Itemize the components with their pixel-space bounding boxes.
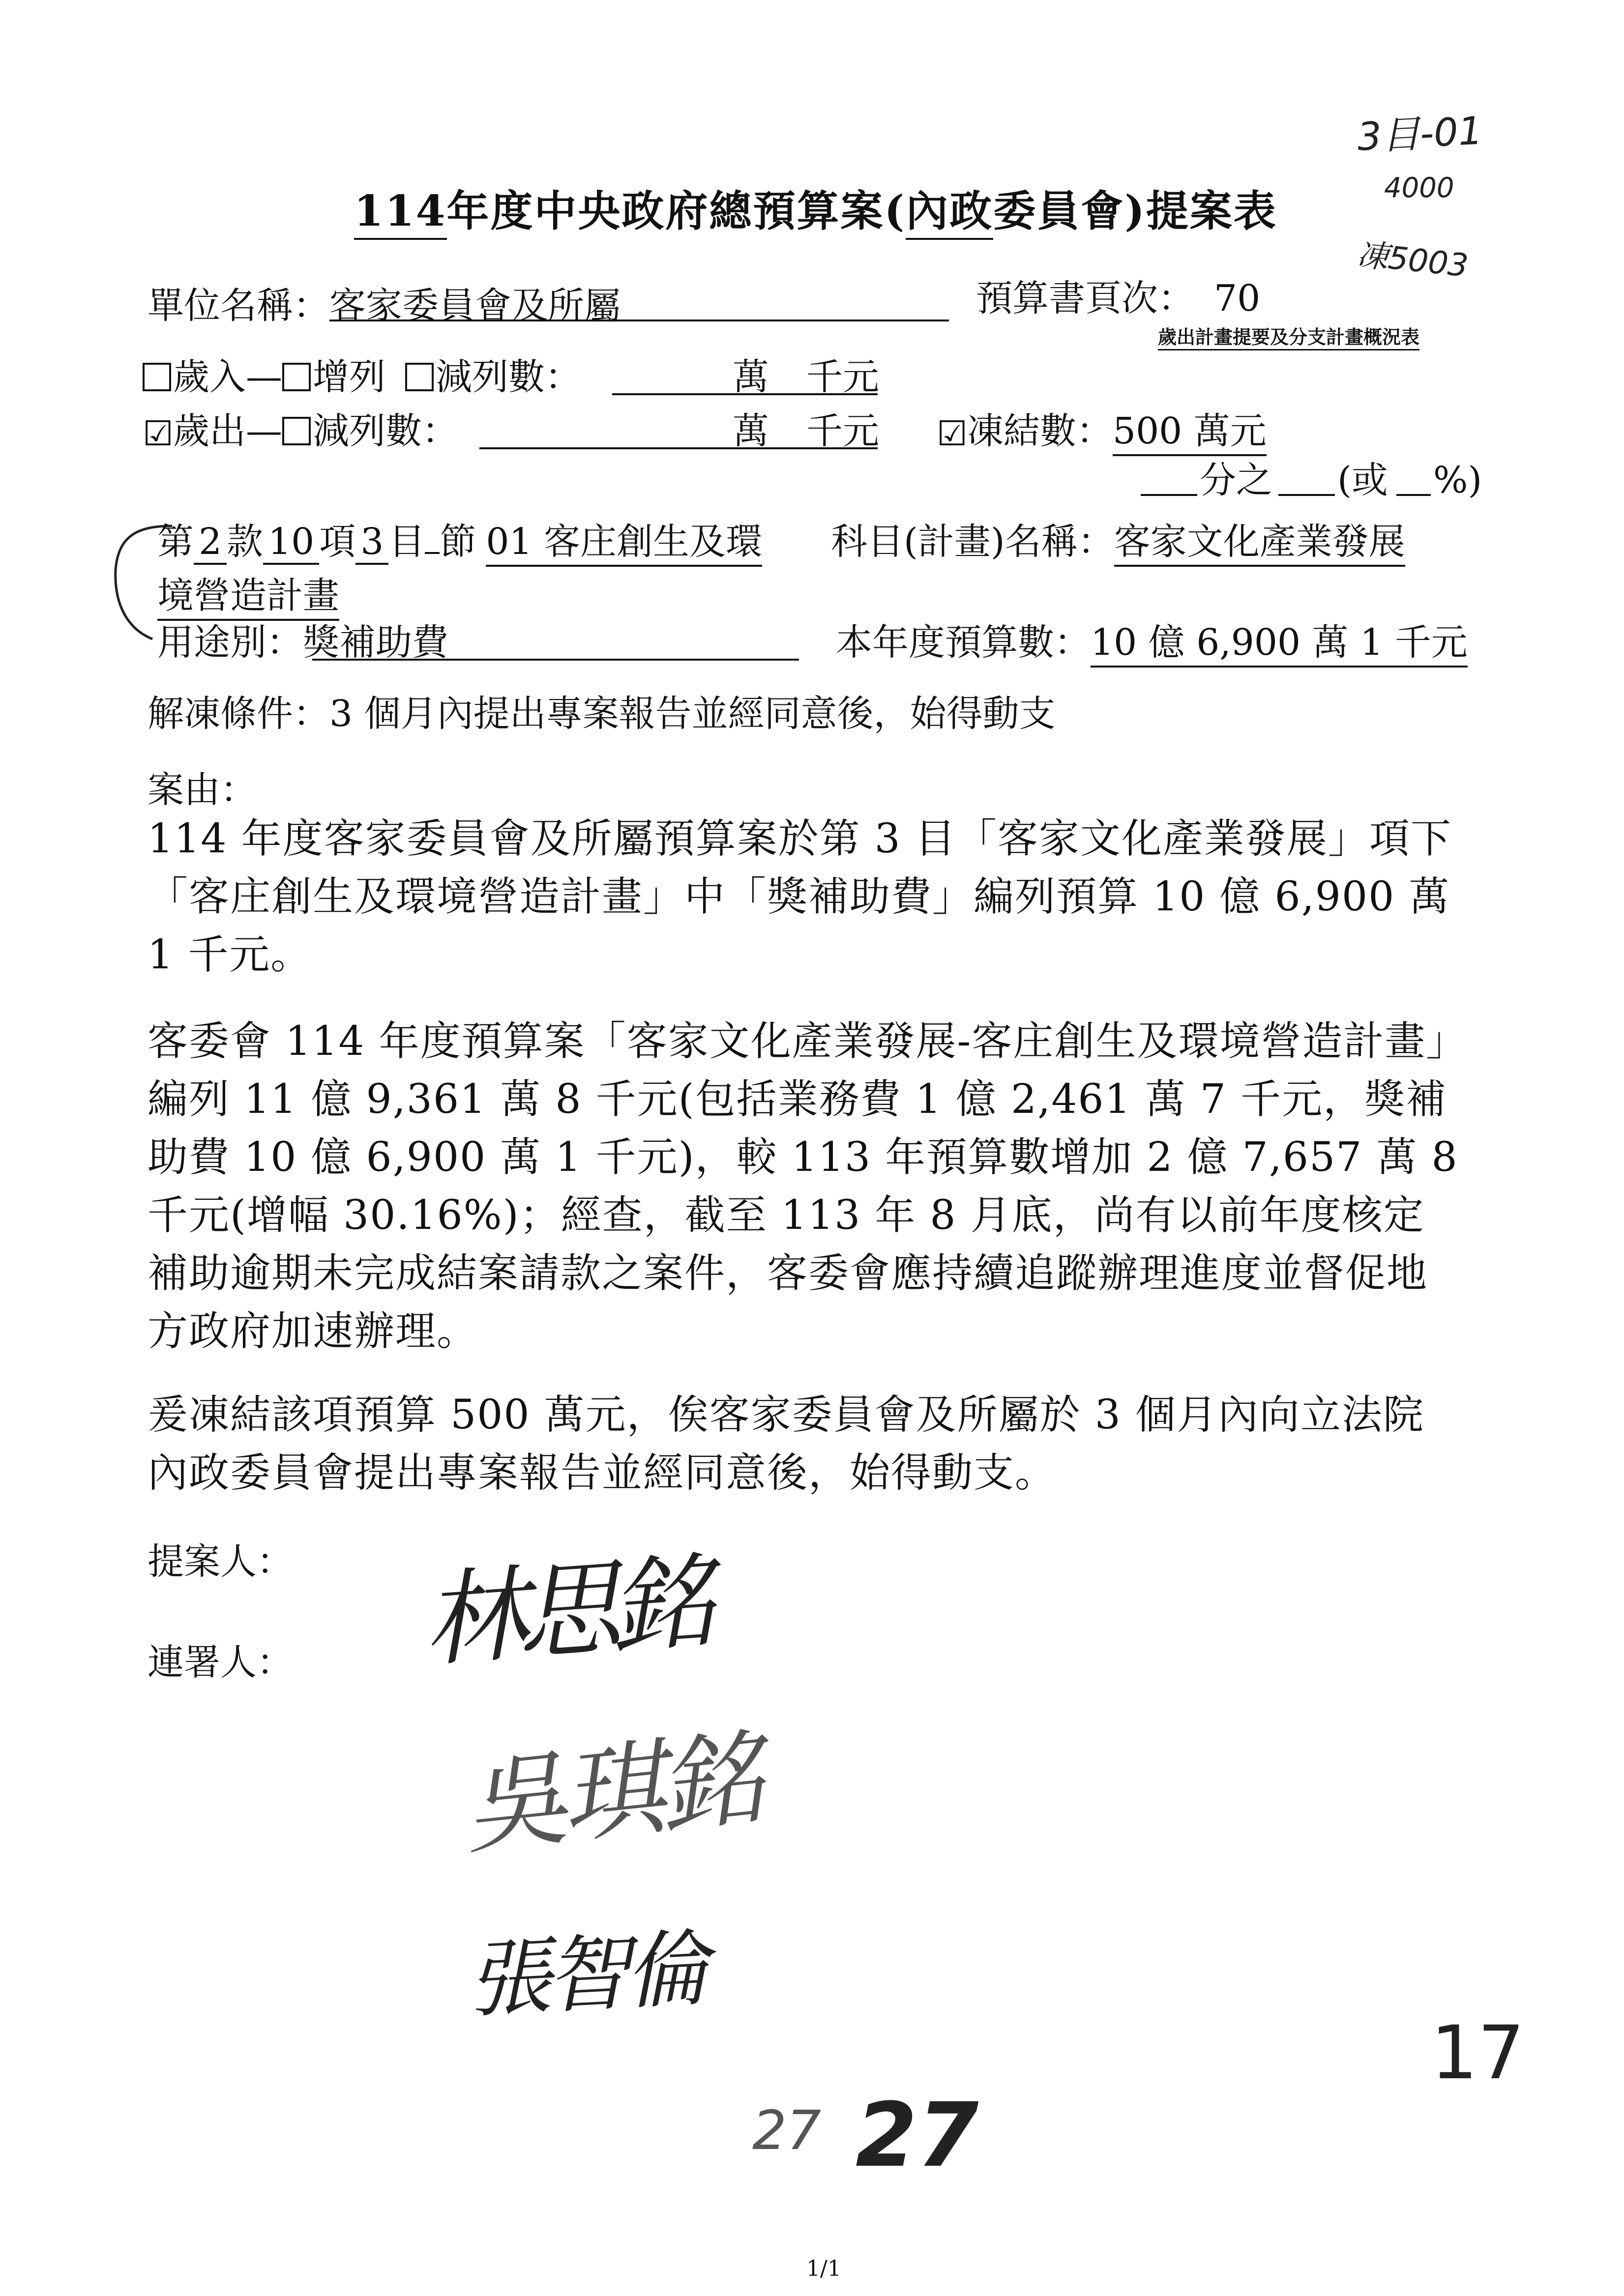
item-kuan: 2 [194, 521, 227, 565]
fraction-blank-3 [1396, 494, 1431, 496]
item-mu-label: 目 [388, 521, 425, 563]
paragraph-2: 客委會 114 年度預算案「客家文化產業發展-客庄創生及環境營造計畫」編列 11 億 9,361 萬 8 千元(包括業務費 1 億 2,461 萬 7 千元，獎補助費 10 億 6,900 萬 1 千元)，較 113 年預算數增加 2 億 7,657 萬 8 千元(增幅 30.16%)；經查，截至 113 年 8 月底，尚有以前年度核定補助逾期未完成結案請款之案件，客委會應持續追蹤辦理進度並督促地方政府加速辦理。 [148, 1018, 1458, 1355]
budget-value: 10 億 6,900 萬 1 千元 [1091, 621, 1468, 668]
item-mu: 3 [355, 521, 388, 565]
item-xiang-label: 項 [319, 521, 356, 563]
revenue-checkbox [143, 363, 171, 391]
freeze-label: 凍結數： [967, 410, 1113, 452]
item-jie-cont-text: 境營造計畫 [157, 575, 339, 621]
item-jie: 01 客庄創生及環 [486, 521, 762, 567]
paragraph-1: 114 年度客家委員會及所屬預算案於第 3 目「客家文化產業發展」項下「客庄創生及環境營造計畫」中「獎補助費」編列預算 10 億 6,900 萬 1 千元。 [148, 815, 1452, 978]
cosigner-label: 連署人： [148, 1641, 293, 1684]
budget-row [836, 621, 1468, 664]
usage-label: 用途別： [157, 621, 303, 664]
fraction-fen: 分之 [1200, 459, 1272, 501]
usage-value: 獎補助費 [303, 621, 448, 664]
revenue-increase: 增列 [313, 356, 385, 398]
signature-cosigner-2: 張智倫 [465, 1920, 706, 2030]
freeze-value: 500 萬元 [1113, 410, 1267, 456]
page-title [354, 177, 1277, 238]
revenue-wan: 萬 [733, 356, 769, 398]
unit-row [148, 285, 620, 327]
unit-underline [329, 320, 949, 321]
revenue-qian: 千元 [806, 356, 879, 398]
revenue-decrease-checkbox [405, 363, 434, 391]
revenue-row [143, 356, 581, 398]
title-year: 114 [354, 186, 447, 240]
usage-underline [312, 659, 799, 661]
expense-checkbox: ☑ [143, 413, 174, 454]
freeze-checkbox: ☑ [937, 413, 968, 454]
condition-row [148, 693, 1056, 735]
item-subject [831, 521, 1405, 563]
expense-row [143, 410, 458, 454]
expense-decrease: 減列數： [313, 410, 458, 452]
expense-decrease-checkbox [282, 417, 311, 445]
expense-wan: 萬 [733, 410, 769, 452]
margin-note-1: 3目-01 [1356, 109, 1484, 160]
revenue-increase-checkbox [282, 363, 311, 391]
budget-label: 本年度預算數： [836, 621, 1091, 664]
usage-row [157, 621, 448, 664]
item-kuan-label: 款 [227, 521, 264, 563]
page-footer: 1/1 [806, 2256, 841, 2281]
reason-label: 案由： [148, 769, 257, 811]
page-ref-note: 歲出計畫提要及分支計畫概況表 [1158, 322, 1419, 350]
paragraph-3: 爰凍結該項預算 500 萬元，俟客家委員會及所屬於 3 個月內向立法院內政委員會提出專案報告並經同意後，始得動支。 [148, 1392, 1424, 1496]
unit-label: 單位名稱： [148, 285, 329, 327]
page-ref-label: 預算書頁次： [976, 277, 1194, 320]
subject-label: 科目(計畫)名稱： [831, 521, 1114, 563]
expense-label: 歲出— [173, 410, 282, 452]
expense-qian: 千元 [806, 410, 879, 452]
handwritten-27-light: 27 [752, 2099, 821, 2162]
title-post: 委員會)提案表 [993, 186, 1277, 236]
revenue-label: 歲入— [173, 356, 282, 398]
fraction-blank-1 [1141, 494, 1197, 496]
title-committee: 內政 [906, 186, 993, 240]
item-xiang: 10 [263, 521, 319, 565]
freeze-row [937, 410, 1267, 454]
handwritten-27-bold: 27 [856, 2084, 979, 2187]
page-ref-value: 70 [1214, 277, 1261, 320]
item-jie-cont [157, 575, 339, 617]
proposer-label: 提案人： [148, 1540, 293, 1583]
handwritten-17: 17 [1431, 2010, 1525, 2096]
margin-note-3: 凍5003 [1355, 236, 1470, 285]
subject-value: 客家文化產業發展 [1114, 521, 1405, 567]
page-ref [976, 277, 1261, 320]
margin-note-2: 4000 [1384, 172, 1454, 204]
condition-label: 解凍條件： [148, 693, 329, 735]
item-kuan-pre: 第 [157, 521, 194, 563]
fraction-pct: %) [1433, 459, 1482, 501]
title-pre: 年度中央政府總預算案( [446, 186, 906, 236]
item-jie-label: 節 [440, 521, 476, 563]
fraction-or: (或 [1337, 459, 1388, 501]
fraction-blank-2 [1278, 494, 1335, 496]
condition-value: 3 個月內提出專案報告並經同意後，始得動支 [329, 693, 1056, 735]
revenue-decrease: 減列數： [436, 356, 581, 398]
signature-proposer: 林思銘 [419, 1541, 708, 1682]
item-row [157, 521, 763, 563]
signature-cosigner-1: 吳琪銘 [457, 1718, 764, 1869]
unit-value: 客家委員會及所屬 [329, 285, 620, 327]
